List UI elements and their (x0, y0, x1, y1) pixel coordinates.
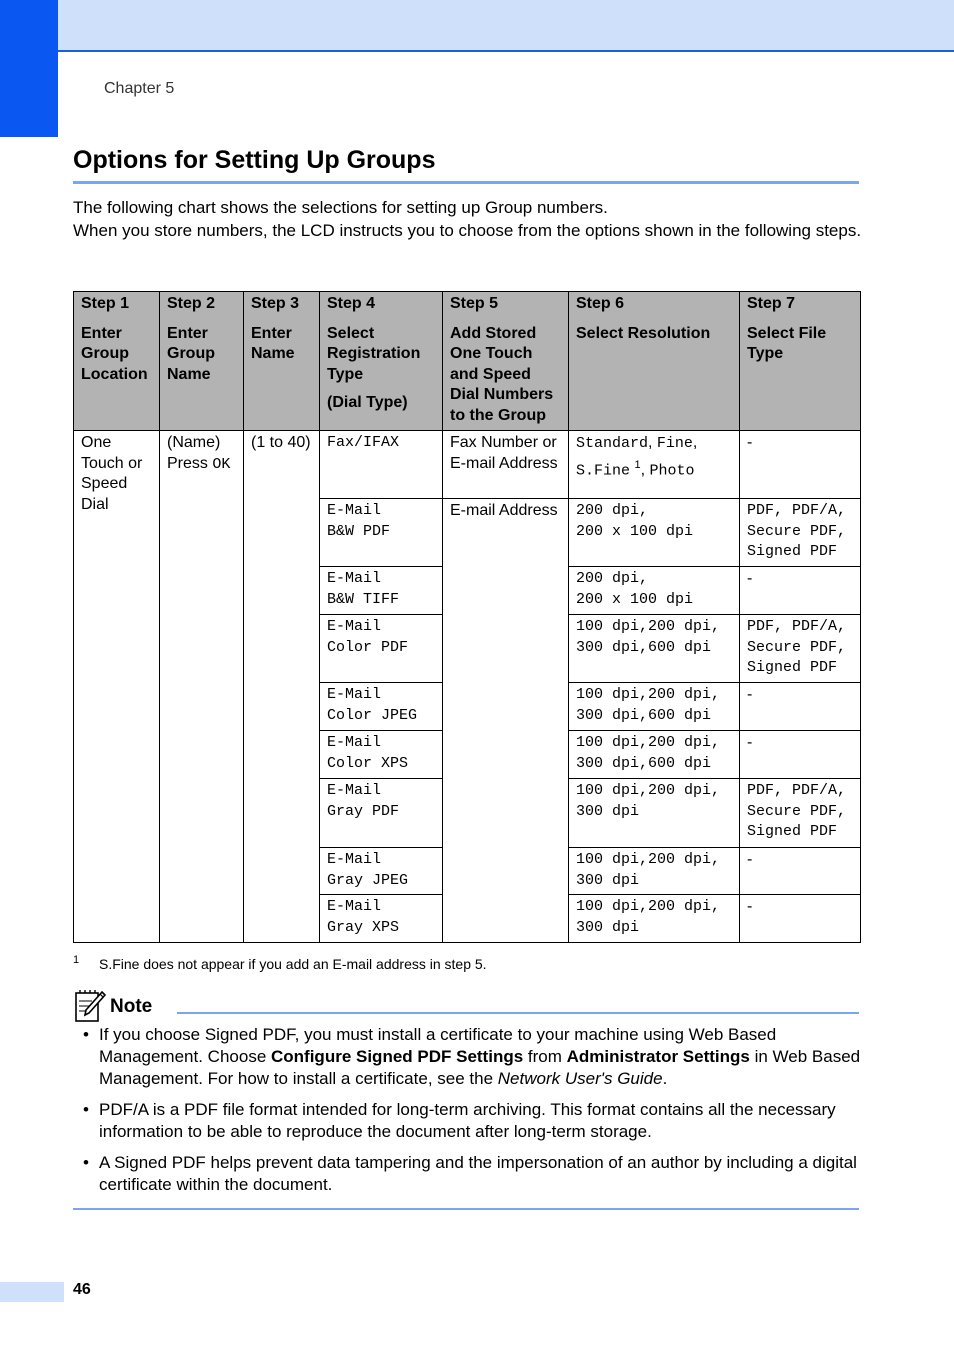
file-type-cell: - (740, 567, 861, 615)
note-label: Note (110, 996, 153, 1017)
table-header-row (74, 292, 861, 431)
header-step-7: Step 7 Select File Type (740, 292, 861, 431)
header-step-1: Step 1 Enter Group Location (74, 292, 160, 431)
registration-type-cell: E-Mail Gray PDF (320, 779, 443, 848)
page-number-tab (0, 1282, 64, 1302)
chapter-label: Chapter 5 (104, 80, 175, 97)
header-step-6: Step 6 Select Resolution (569, 292, 740, 431)
file-type-cell: PDF, PDF/A, Secure PDF, Signed PDF (740, 779, 861, 848)
title-divider (73, 181, 859, 184)
registration-type-cell: E-Mail Gray JPEG (320, 848, 443, 895)
intro-text (73, 197, 863, 242)
registration-type-cell: E-Mail Color XPS (320, 731, 443, 779)
note-pencil-icon (74, 989, 106, 1023)
header-step-4: Step 4 Select Registration Type (Dial Type) (320, 292, 443, 431)
resolution-cell: 100 dpi,200 dpi, 300 dpi (569, 779, 740, 848)
bullet-icon: • (83, 1153, 89, 1172)
intro-paragraph-2: When you store numbers, the LCD instructs you to choose from the options shown in the following steps. (73, 220, 862, 240)
resolution-cell: Standard, Fine, S.Fine $^1$, Photo (569, 431, 740, 499)
registration-type-cell: E-Mail B&W TIFF (320, 567, 443, 615)
resolution-cell: 100 dpi,200 dpi, 300 dpi,600 dpi (569, 731, 740, 779)
header-band (0, 0, 954, 52)
step3-cell: (1 to 40) (244, 431, 320, 943)
file-type-cell: - (740, 731, 861, 779)
resolution-cell: 200 dpi, 200 x 100 dpi (569, 499, 740, 567)
chapter-tab (0, 0, 58, 137)
registration-type-cell: E-Mail Color PDF (320, 615, 443, 683)
group-options-table (73, 291, 861, 943)
step1-cell: One Touch or Speed Dial (74, 431, 160, 943)
resolution-cell: 200 dpi, 200 x 100 dpi (569, 567, 740, 615)
step5-email-cell: E-mail Address (443, 499, 569, 943)
bullet-icon: • (83, 1100, 89, 1119)
resolution-cell: 100 dpi,200 dpi, 300 dpi (569, 848, 740, 895)
header-step-5: Step 5 Add Stored One Touch and Speed Dial Numbers to the Group (443, 292, 569, 431)
file-type-cell: - (740, 848, 861, 895)
note-bottom-divider (73, 1208, 859, 1210)
resolution-cell: 100 dpi,200 dpi, 300 dpi (569, 895, 740, 943)
note-divider (177, 1012, 859, 1014)
header-step-3: Step 3 Enter Name (244, 292, 320, 431)
resolution-cell: 100 dpi,200 dpi, 300 dpi,600 dpi (569, 615, 740, 683)
resolution-cell: 100 dpi,200 dpi, 300 dpi,600 dpi (569, 683, 740, 731)
intro-paragraph-1: The following chart shows the selections for setting up Group numbers. (73, 198, 608, 217)
file-type-cell: - (740, 431, 861, 499)
page-number: 46 (73, 1281, 91, 1298)
table-row (74, 431, 861, 499)
registration-type-cell: E-Mail Gray XPS (320, 895, 443, 943)
file-type-cell: PDF, PDF/A, Secure PDF, Signed PDF (740, 615, 861, 683)
footnote-number: 1 (73, 954, 80, 966)
step5-fax-cell: Fax Number or E-mail Address (443, 431, 569, 499)
file-type-cell: - (740, 683, 861, 731)
registration-type-cell: Fax/IFAX (320, 431, 443, 499)
page-title: Options for Setting Up Groups (73, 146, 436, 174)
file-type-cell: - (740, 895, 861, 943)
footnote-text: S.Fine does not appear if you add an E-mail address in step 5. (99, 956, 487, 972)
file-type-cell: PDF, PDF/A, Secure PDF, Signed PDF (740, 499, 861, 567)
registration-type-cell: E-Mail B&W PDF (320, 499, 443, 567)
note-list (73, 1024, 863, 1205)
registration-type-cell: E-Mail Color JPEG (320, 683, 443, 731)
header-step-2: Step 2 Enter Group Name (160, 292, 244, 431)
list-item: • If you choose Signed PDF, you must install a certificate to your machine using Web Based Management. Choose Configure Signed PDF Settings from Administrator Settings in Web Based Management. For how to install a certificate, see the Network User's Guide. (83, 1025, 861, 1088)
step2-cell: (Name) Press OK (160, 431, 244, 943)
list-item: • A Signed PDF helps prevent data tampering and the impersonation of an author by including a digital certificate within the document. (83, 1153, 857, 1194)
list-item: • PDF/A is a PDF file format intended for long-term archiving. This format contains all the necessary information to be able to reproduce the document after long-term storage. (83, 1100, 836, 1141)
bullet-icon: • (83, 1025, 89, 1044)
